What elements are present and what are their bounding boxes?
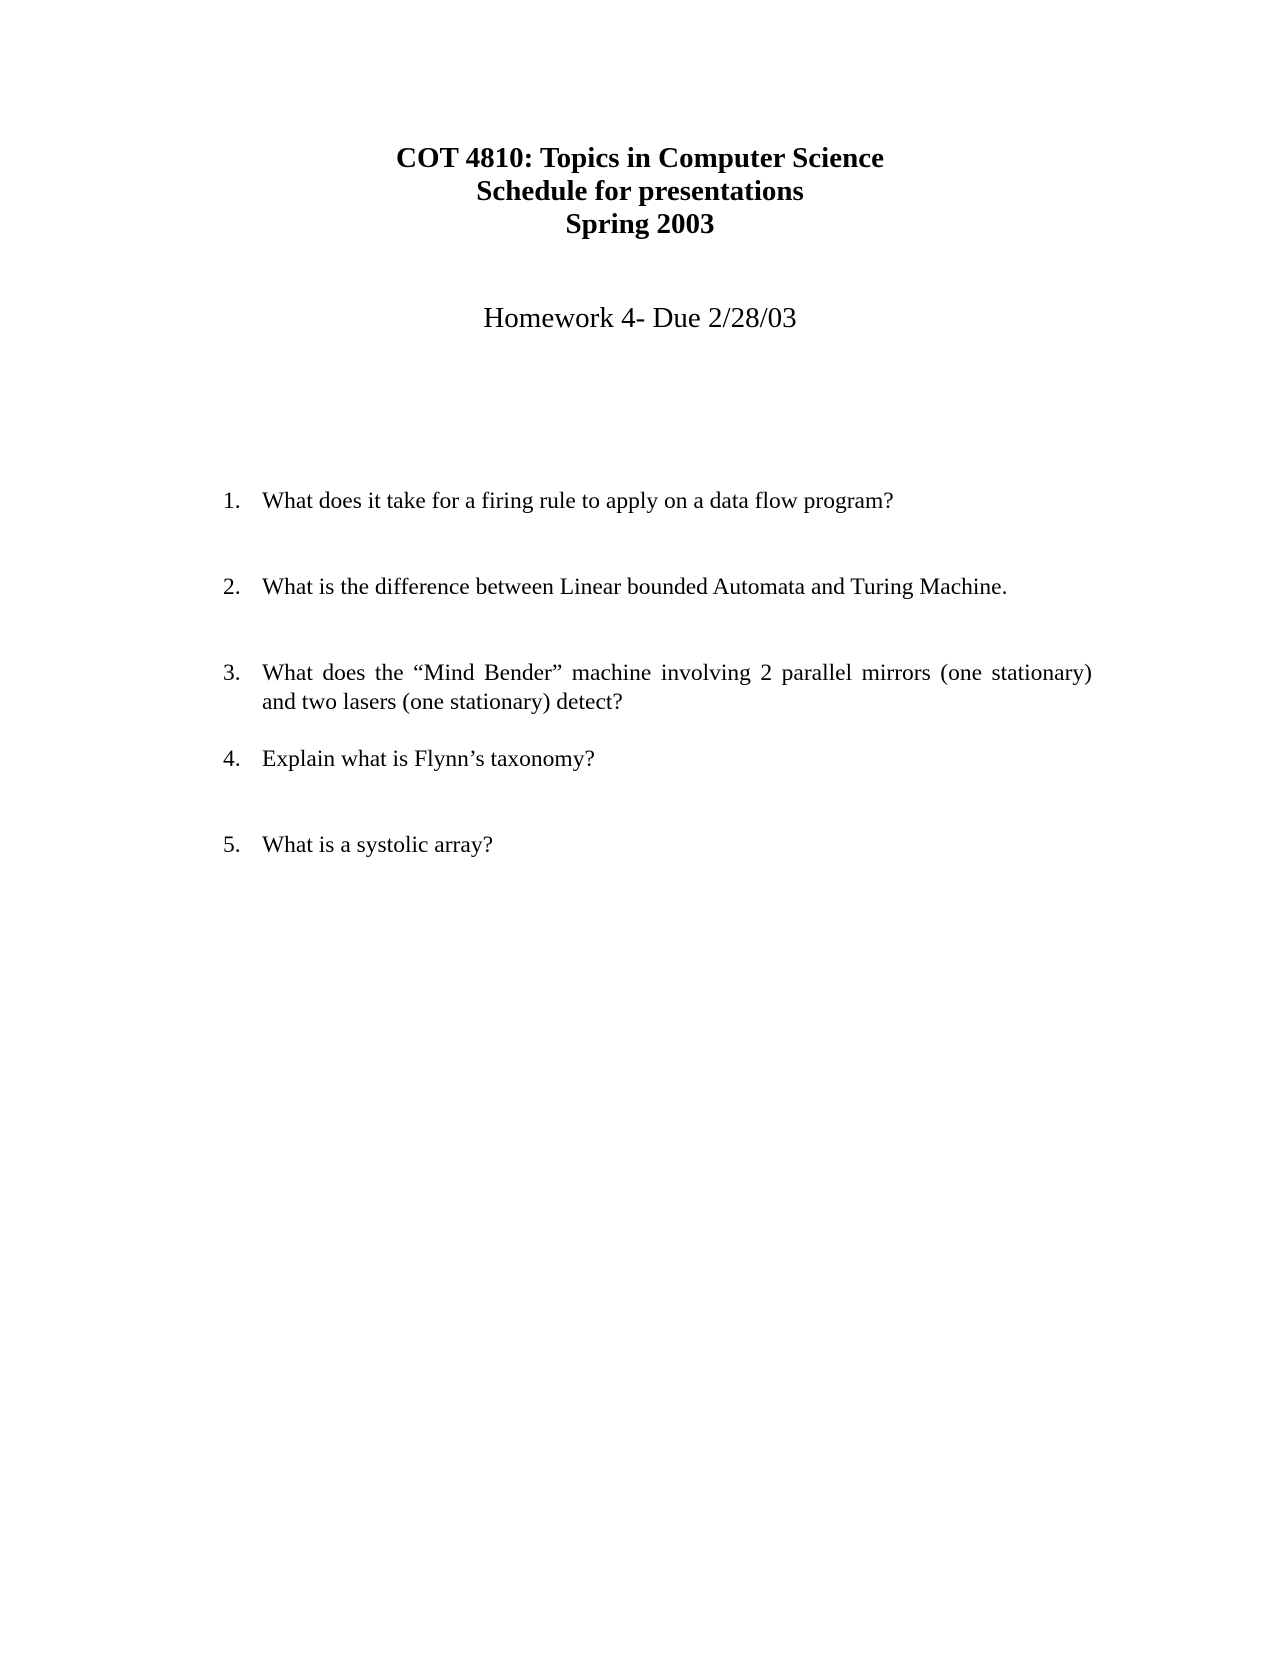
question-number: 4.: [223, 746, 241, 772]
question-text: What is a systolic array?: [262, 832, 493, 858]
homework-title: Homework 4- Due 2/28/03: [483, 302, 797, 334]
document-header: [0, 142, 1280, 241]
question-number: 5.: [223, 832, 241, 858]
schedule-title: Schedule for presentations: [476, 175, 804, 207]
question-number: 3.: [223, 660, 241, 686]
question-number: 1.: [223, 488, 241, 514]
question-text: What does the “Mind Bender” machine involving 2 parallel mirrors (one stationary) and two lasers (one stationary) detect?: [262, 660, 1092, 715]
semester-label: Spring 2003: [565, 208, 715, 240]
question-number: 2.: [223, 574, 241, 600]
question-text: What does it take for a firing rule to apply on a data flow program?: [262, 488, 894, 514]
question-text: Explain what is Flynn’s taxonomy?: [262, 746, 595, 772]
question-text: What is the difference between Linear bounded Automata and Turing Machine.: [262, 574, 1008, 600]
course-title: COT 4810: Topics in Computer Science: [396, 142, 884, 174]
